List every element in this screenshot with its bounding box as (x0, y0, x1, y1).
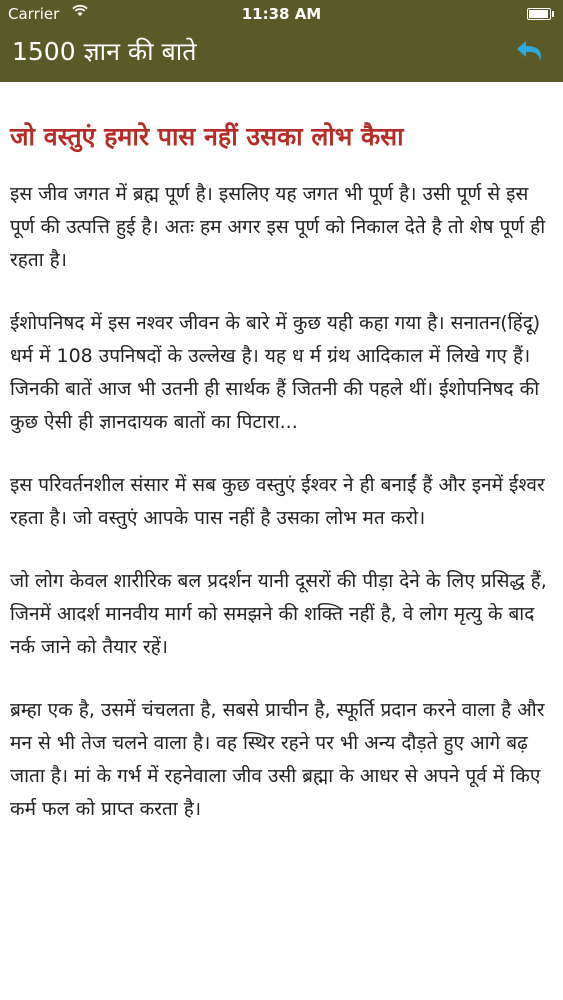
article-paragraph: इस जीव जगत में ब्रह्म पूर्ण है। इसलिए यह जगत भी पूर्ण है। उसी पूर्ण से इस पूर्ण की उत्पत्ति हुई है। अतः हम अगर इस पूर्ण को निकाल देते है तो शेष पूर्ण ही रहता है। (10, 183, 546, 271)
back-button[interactable] (513, 34, 549, 70)
article-paragraph: ईशोपनिषद में इस नश्वर जीवन के बारे में कुछ यही कहा गया है। सनातन(हिंदू) धर्म में 108 उपनिषदों के उल्लेख है। यह ध र्म ग्रंथ आदिकाल में लिखे गए हैं। जिनकी बातें आज भी उतनी ही सार्थक हैं जितनी की पहले थीं। ईशोपनिषद की कुछ ऐसी ही ज्ञानदायक बातों का पिटारा... (10, 312, 541, 433)
navigation-header (0, 0, 563, 82)
status-time: 11:38 AM (241, 5, 322, 23)
article-paragraph: ब्रम्हा एक है, उसमें चंचलता है, सबसे प्राचीन है, स्फूर्ति प्रदान करने वाला है और मन से भी तेज चलने वाला है। वह स्थिर रहने पर भी अन्य दौड़ते हुए आगे बढ़ जाता है। मां के गर्भ में रहनेवाला जीव उसी ब्रह्मा के आधर से अपने पूर्व में किए कर्म फल को प्राप्त करता है। (10, 699, 545, 820)
article-paragraph: इस परिवर्तनशील संसार में सब कुछ वस्तुएं ईश्वर ने ही बनाईं हैं और इनमें ईश्वर रहता है। जो वस्तुएं आपके पास नहीं है उसका लोभ मत करो। (10, 474, 545, 529)
status-bar (0, 0, 563, 28)
page-title: 1500 ज्ञान की बाते (12, 37, 197, 66)
battery-icon (527, 8, 551, 20)
carrier-label: Carrier (8, 5, 60, 23)
undo-arrow-icon (514, 37, 548, 67)
article-paragraph: जो लोग केवल शारीरिक बल प्रदर्शन यानी दूसरों की पीड़ा देने के लिए प्रसिद्ध हैं, जिनमें आदर्श मानवीय मार्ग को समझने की शक्ति नहीं है, वे लोग मृत्यु के बाद नर्क जाने को तैयार रहें। (10, 570, 547, 658)
article-title: जो वस्तुएं हमारे पास नहीं उसका लोभ कैसा (10, 122, 404, 151)
article-content[interactable] (0, 82, 563, 1000)
